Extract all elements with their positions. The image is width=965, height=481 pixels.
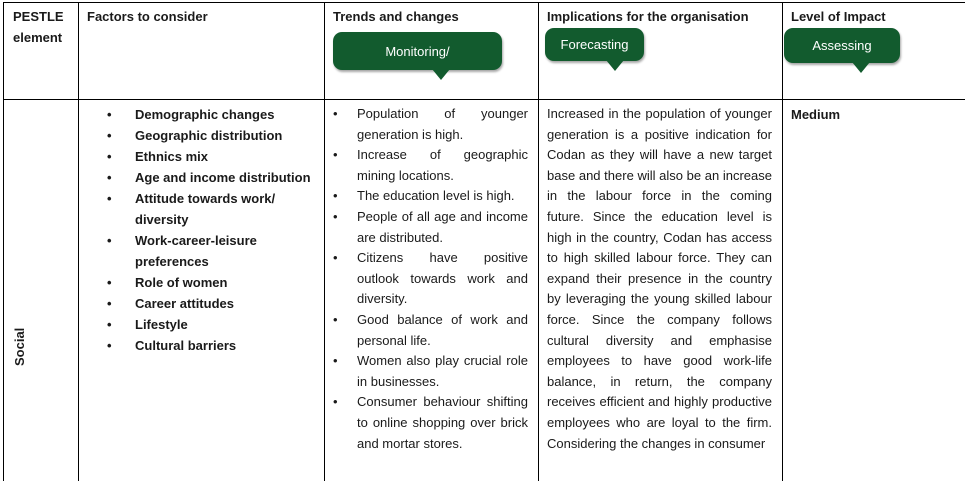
impact-level: Medium — [791, 107, 841, 122]
list-item: • Role of women — [107, 272, 319, 293]
header-trends: Trends and changes — [333, 9, 459, 24]
factors-list — [107, 104, 319, 356]
implications-text: Increased in the population of younger generation is a positive indication for Codan as they will have a new target base and there will also be an increase in the labour force in the coming future. Since the education level is high in the country, Codan has access to high skilled labour force. They can expand their presence in the country by leveraging the young skilled labour force. Since the company follows cultural diversity and emphasise employees to have good work-life balance, in return, the company receives efficient and highly productive employees who are loyal to the firm. Considering the changes in consumer — [547, 106, 772, 451]
list-item: • Age and income distribution — [107, 167, 319, 188]
header-level-of-impact: Level of Impact — [791, 9, 886, 24]
list-item: • Increase of geographic mining locations. — [331, 145, 528, 186]
list-item: • Lifestyle — [107, 314, 319, 335]
list-item: • Attitude towards work/ diversity — [107, 188, 319, 230]
callout-pointer — [606, 60, 624, 71]
list-item: • Citizens have positive outlook towards work and diversity. — [331, 248, 528, 310]
list-item: • Geographic distribution — [107, 125, 319, 146]
trends-list — [331, 104, 528, 454]
column-divider — [782, 3, 783, 481]
list-item: • Population of younger generation is high. — [331, 104, 528, 145]
list-item: • Career attitudes — [107, 293, 319, 314]
callout-pointer — [432, 69, 450, 80]
column-divider — [538, 3, 539, 481]
forecasting-label: Forecasting — [545, 28, 644, 61]
list-item: • Demographic changes — [107, 104, 319, 125]
callout-pointer — [852, 62, 870, 73]
list-item: • Consumer behaviour shifting to online shopping over brick and mortar stores. — [331, 392, 528, 454]
list-item: • People of all age and income are distributed. — [331, 207, 528, 248]
pestle-element-name: Social — [12, 327, 27, 366]
monitoring-callout — [333, 32, 502, 82]
header-implications: Implications for the organisation — [547, 9, 749, 24]
header-factors: Factors to consider — [87, 9, 208, 24]
column-divider — [324, 3, 325, 481]
forecasting-callout — [545, 28, 645, 74]
assessing-label: Assessing — [784, 28, 900, 63]
header-pestle-element: PESTLE element — [13, 9, 64, 45]
row-divider — [4, 99, 965, 100]
column-divider — [78, 3, 79, 481]
row-label-social — [10, 328, 30, 368]
list-item: • Ethnics mix — [107, 146, 319, 167]
list-item: • Good balance of work and personal life. — [331, 310, 528, 351]
list-item: • The education level is high. — [331, 186, 528, 207]
list-item: • Cultural barriers — [107, 335, 319, 356]
assessing-callout — [784, 28, 900, 78]
list-item: • Women also play crucial role in businesses. — [331, 351, 528, 392]
list-item: • Work-career-leisure preferences — [107, 230, 319, 272]
monitoring-label: Monitoring/ — [333, 32, 502, 70]
